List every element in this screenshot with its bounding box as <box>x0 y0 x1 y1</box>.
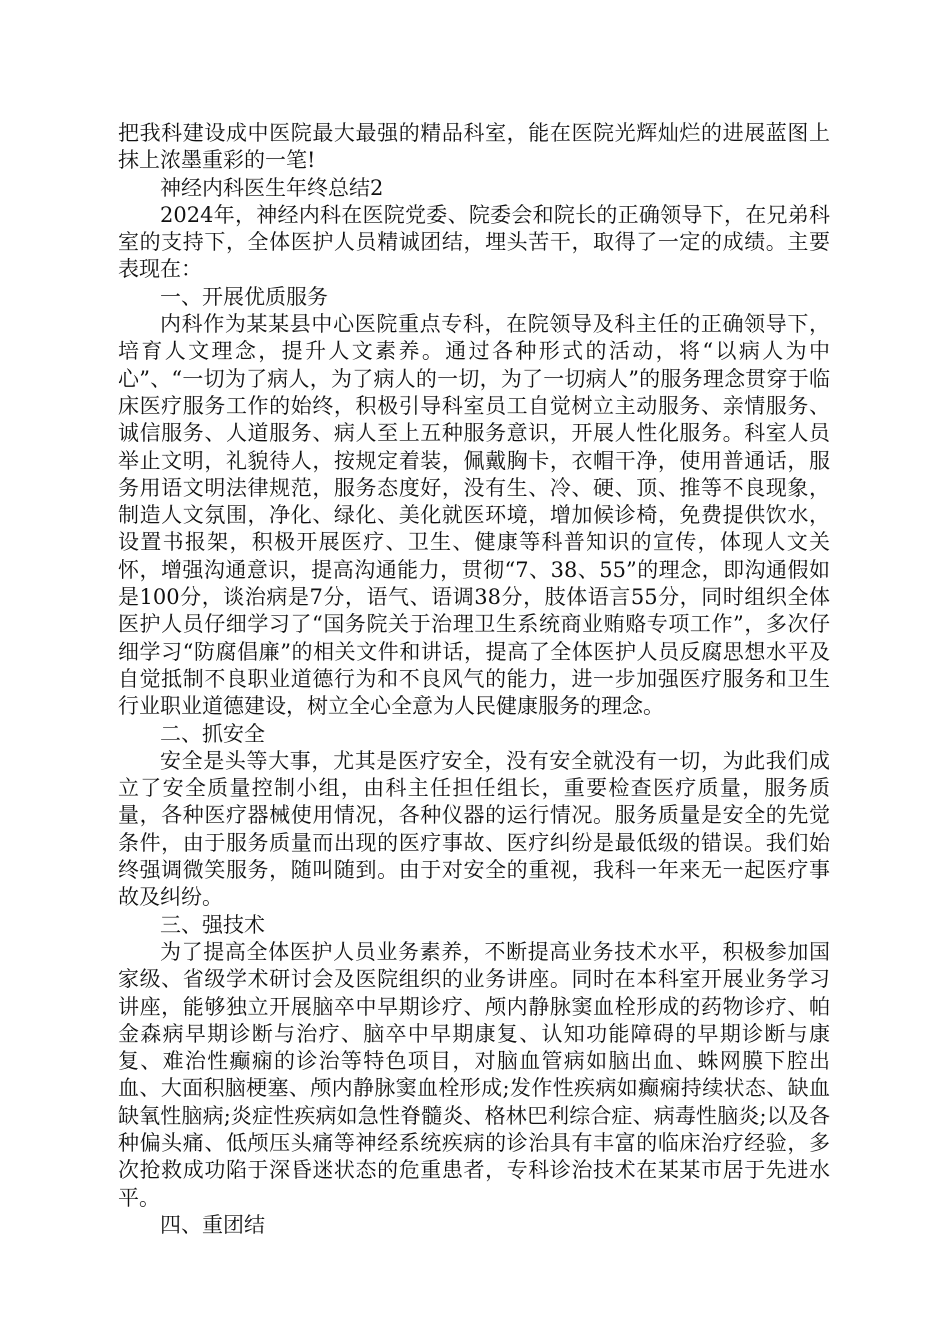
section-heading-unity: 四、重团结 <box>160 1212 265 1237</box>
document-page <box>118 120 830 1239</box>
document-title: 神经内科医生年终总结2 <box>160 175 384 200</box>
section-body-service: 内科作为某某县中心医院重点专科，在院领导及科主任的正确领导下，培育人文理念，提升人文素养。通过各种形式的活动，将“以病人为中心”、“一切为了病人，为了病人的一切，为了一切病人”的服务理念贯穿于临床医疗服务工作的始终，积极引导科室员工自觉树立主动服务、亲情服务、诚信服务、人道服务、病人至上五种服务意识，开展人性化服务。科室人员举止文明，礼貌待人，按规定着装，佩戴胸卡，衣帽干净，使用普通话，服务用语文明法律规范，服务态度好，没有生、冷、硬、顶、推等不良现象，制造人文氛围，净化、绿化、美化就医环境，增加候诊椅，免费提供饮水，设置书报架，积极开展医疗、卫生、健康等科普知识的宣传，体现人文关怀，增强沟通意识，提高沟通能力，贯彻“7、38、55”的理念，即沟通假如是100分，谈治病是7分，语气、语调38分，肢体语言55分，同时组织全体医护人员仔细学习了“国务院关于治理卫生系统商业贿赂专项工作”，多次仔细学习“防腐倡廉”的相关文件和讲话，提高了全体医护人员反腐思想水平及自觉抵制不良职业道德行为和不良风气的能力，进一步加强医疗服务和卫生行业职业道德建设，树立全心全意为人民健康服务的理念。 <box>118 312 830 719</box>
intro-paragraph: 2024年，神经内科在医院党委、院委会和院长的正确领导下，在兄弟科室的支持下，全体医护人员精诚团结，埋头苦干，取得了一定的成绩。主要表现在： <box>118 202 830 282</box>
section-body-technology: 为了提高全体医护人员业务素养，不断提高业务技术水平，积极参加国家级、省级学术研讨会及医院组织的业务讲座。同时在本科室开展业务学习讲座，能够独立开展脑卒中早期诊疗、颅内静脉窦血栓形成的药物诊疗、帕金森病早期诊断与治疗、脑卒中早期康复、认知功能障碍的早期诊断与康复、难治性癫痫的诊治等特色项目，对脑血管病如脑出血、蛛网膜下腔出血、大面积脑梗塞、颅内静脉窦血栓形成;发作性疾病如癫痫持续状态、缺血缺氧性脑病;炎症性疾病如急性脊髓炎、格林巴利综合症、病毒性脑炎;以及各种偏头痛、低颅压头痛等神经系统疾病的诊治具有丰富的临床治疗经验，多次抢救成功陷于深昏迷状态的危重患者，专科诊治技术在某某市居于先进水平。 <box>118 939 830 1210</box>
section-body-safety: 安全是头等大事，尤其是医疗安全，没有安全就没有一切，为此我们成立了安全质量控制小组，由科主任担任组长，重要检查医疗质量，服务质量，各种医疗器械使用情况，各种仪器的运行情况。服务质量是安全的先觉条件，由于服务质量而出现的医疗事故、医疗纠纷是最低级的错误。我们始终强调微笑服务，随叫随到。由于对安全的重视，我科一年来无一起医疗事故及纠纷。 <box>118 748 830 910</box>
lead-paragraph: 把我科建设成中医院最大最强的精品科室，能在医院光辉灿烂的进展蓝图上抹上浓墨重彩的一笔! <box>118 121 830 173</box>
section-heading-service: 一、开展优质服务 <box>160 284 328 309</box>
section-heading-technology: 三、强技术 <box>160 912 265 937</box>
section-heading-safety: 二、抓安全 <box>160 721 265 746</box>
